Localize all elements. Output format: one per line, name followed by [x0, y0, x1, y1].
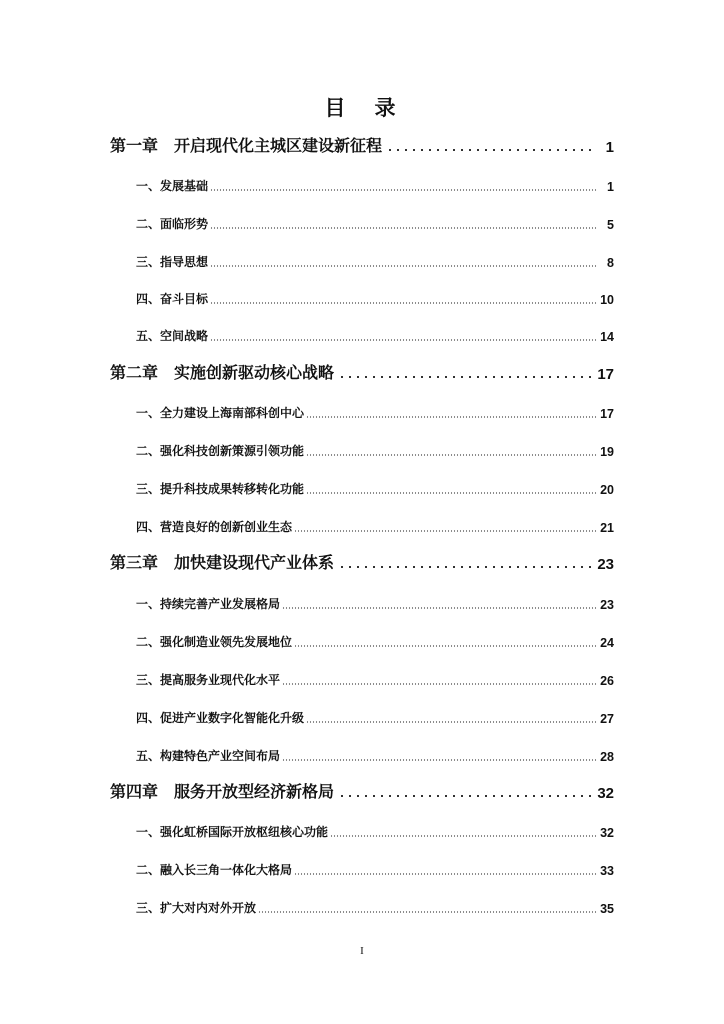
toc-entry-page-number: 20: [600, 483, 614, 497]
toc-entry-page-number: 8: [607, 256, 614, 270]
toc-dot-leader: [282, 683, 597, 685]
toc-section-entry[interactable]: [0, 818, 724, 842]
toc-entry-page-number: 32: [597, 785, 614, 802]
toc-entry-page-number: 17: [597, 366, 614, 383]
toc-entry-label: 一、持续完善产业发展格局: [136, 597, 281, 611]
toc-entry-label: 二、强化科技创新策源引领功能: [136, 444, 305, 458]
toc-dot-leader: [294, 645, 597, 647]
toc-entry-label: 三、提升科技成果转移转化功能: [136, 482, 305, 496]
toc-dot-leader: [338, 566, 594, 568]
toc-entry-page-number: 17: [600, 407, 614, 421]
toc-entry-page-number: 35: [600, 902, 614, 916]
toc-entry-label: 第三章 加快建设现代产业体系: [110, 553, 335, 572]
toc-chapter-entry[interactable]: [0, 551, 724, 575]
toc-dot-leader: [210, 339, 597, 341]
toc-entry-label: 一、全力建设上海南部科创中心: [136, 406, 305, 420]
toc-dot-leader: [306, 492, 597, 494]
toc-entry-label: 一、强化虹桥国际开放枢纽核心功能: [136, 825, 329, 839]
toc-entry-page-number: 28: [600, 750, 614, 764]
toc-entry-page-number: 5: [607, 218, 614, 232]
toc-entry-label: 第一章 开启现代化主城区建设新征程: [110, 136, 383, 155]
toc-section-entry[interactable]: [0, 322, 724, 346]
toc-entry-page-number: 27: [600, 712, 614, 726]
toc-section-entry[interactable]: [0, 856, 724, 880]
toc-title: 目 录: [324, 95, 400, 120]
toc-section-entry[interactable]: [0, 590, 724, 614]
toc-entry-page-number: 23: [597, 556, 614, 573]
toc-entry-label: 三、扩大对内对外开放: [136, 901, 257, 915]
toc-chapter-entry[interactable]: [0, 361, 724, 385]
toc-dot-leader: [282, 607, 597, 609]
toc-section-entry[interactable]: [0, 210, 724, 234]
toc-entry-page-number: 33: [600, 864, 614, 878]
toc-entry-label: 四、促进产业数字化智能化升级: [136, 711, 305, 725]
toc-section-entry[interactable]: [0, 513, 724, 537]
toc-dot-leader: [330, 835, 597, 837]
toc-dot-leader: [282, 759, 597, 761]
toc-entry-label: 五、构建特色产业空间布局: [136, 749, 281, 763]
toc-entry-page-number: 14: [600, 330, 614, 344]
page-number: I: [360, 945, 364, 957]
toc-section-entry[interactable]: [0, 704, 724, 728]
toc-chapter-entry[interactable]: [0, 780, 724, 804]
toc-dot-leader: [386, 149, 594, 151]
toc-entry-page-number: 23: [600, 598, 614, 612]
toc-section-entry[interactable]: [0, 742, 724, 766]
toc-section-entry[interactable]: [0, 894, 724, 918]
toc-dot-leader: [210, 265, 597, 267]
toc-entry-page-number: 1: [605, 139, 614, 156]
toc-entry-label: 二、面临形势: [136, 217, 209, 231]
toc-dot-leader: [306, 721, 597, 723]
toc-entry-label: 五、空间战略: [136, 329, 209, 343]
toc-dot-leader: [210, 227, 597, 229]
toc-section-entry[interactable]: [0, 666, 724, 690]
toc-section-entry[interactable]: [0, 628, 724, 652]
toc-dot-leader: [210, 189, 597, 191]
toc-dot-leader: [338, 795, 594, 797]
toc-dot-leader: [258, 911, 597, 913]
toc-entry-page-number: 10: [600, 293, 614, 307]
toc-entry-label: 第二章 实施创新驱动核心战略: [110, 363, 335, 382]
toc-section-entry[interactable]: [0, 399, 724, 423]
toc-entry-label: 二、融入长三角一体化大格局: [136, 863, 293, 877]
toc-entry-label: 四、奋斗目标: [136, 292, 209, 306]
toc-entry-label: 第四章 服务开放型经济新格局: [110, 782, 335, 801]
toc-section-entry[interactable]: [0, 248, 724, 272]
toc-entry-page-number: 19: [600, 445, 614, 459]
toc-dot-leader: [306, 416, 597, 418]
toc-dot-leader: [294, 530, 597, 532]
toc-entry-label: 四、营造良好的创新创业生态: [136, 520, 293, 534]
toc-entry-page-number: 26: [600, 674, 614, 688]
toc-entry-label: 一、发展基础: [136, 179, 209, 193]
toc-entry-page-number: 1: [607, 180, 614, 194]
toc-dot-leader: [294, 873, 597, 875]
toc-section-entry[interactable]: [0, 172, 724, 196]
toc-entry-label: 二、强化制造业领先发展地位: [136, 635, 293, 649]
toc-chapter-entry[interactable]: [0, 134, 724, 158]
toc-entry-label: 三、提高服务业现代化水平: [136, 673, 281, 687]
toc-dot-leader: [306, 454, 597, 456]
toc-dot-leader: [210, 302, 597, 304]
toc-dot-leader: [338, 376, 594, 378]
toc-entry-page-number: 24: [600, 636, 614, 650]
toc-section-entry[interactable]: [0, 285, 724, 309]
toc-entry-label: 三、指导思想: [136, 255, 209, 269]
toc-section-entry[interactable]: [0, 437, 724, 461]
toc-section-entry[interactable]: [0, 475, 724, 499]
toc-entry-page-number: 21: [600, 521, 614, 535]
toc-entry-page-number: 32: [600, 826, 614, 840]
